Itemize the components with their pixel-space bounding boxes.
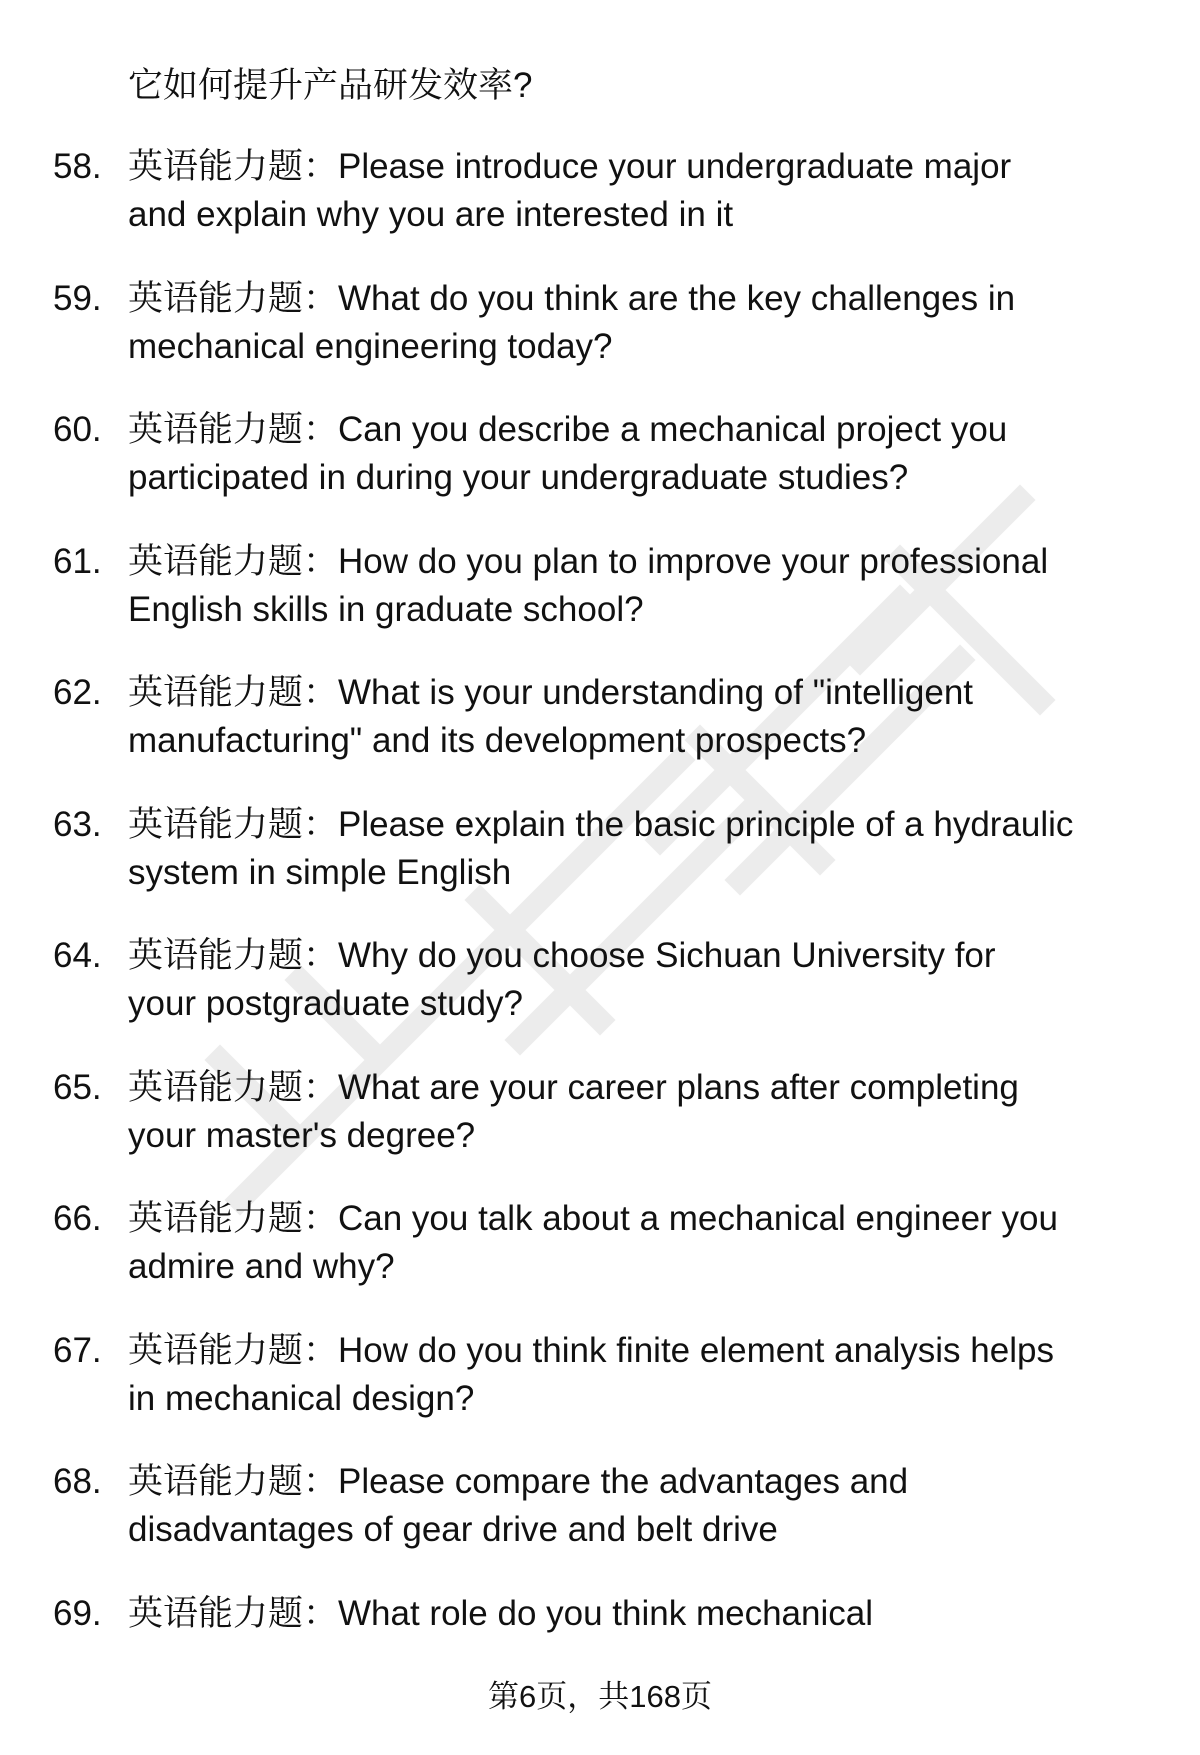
question-text (128, 275, 1015, 371)
question-line: your postgraduate study? (128, 984, 523, 1023)
question-line: 英语能力题：How do you plan to improve your professional (128, 541, 1049, 581)
question-number: 66. (53, 1199, 102, 1238)
question-line: manufacturing" and its development prospects? (128, 721, 867, 760)
question-number: 61. (53, 541, 102, 581)
question-number: 65. (53, 1067, 102, 1107)
continued-question-text: 它如何提升产品研发效率? (128, 66, 533, 105)
question-item (0, 669, 1200, 801)
question-line: 英语能力题：Please explain the basic principle of a hydraulic (128, 804, 1074, 844)
question-list (0, 143, 1200, 1721)
question-item (0, 275, 1200, 407)
question-text (128, 1458, 908, 1554)
question-line: 英语能力题：How do you think finite element analysis helps (128, 1330, 1054, 1370)
question-item (0, 1064, 1200, 1196)
question-number: 68. (53, 1462, 102, 1501)
question-text (128, 538, 1048, 634)
question-text (128, 932, 996, 1028)
question-number: 62. (53, 673, 102, 712)
question-line: 英语能力题：Why do you choose Sichuan University for (128, 936, 996, 975)
question-line: system in simple English (128, 852, 512, 892)
question-number: 58. (53, 147, 102, 186)
question-item (0, 406, 1200, 538)
question-line: English skills in graduate school? (128, 589, 644, 629)
question-item (0, 143, 1200, 275)
question-item (0, 538, 1200, 670)
question-line: disadvantages of gear drive and belt drive (128, 1510, 778, 1549)
question-line: 英语能力题：What are your career plans after completing (128, 1067, 1019, 1107)
question-line: 英语能力题：Can you talk about a mechanical engineer you (128, 1199, 1058, 1238)
question-line: in mechanical design? (128, 1378, 475, 1418)
page-number: 第6页，共168页 (488, 1679, 712, 1714)
question-text (128, 801, 1073, 897)
question-line: and explain why you are interested in it (128, 195, 734, 234)
question-line: your master's degree? (128, 1115, 476, 1155)
question-line: admire and why? (128, 1247, 395, 1286)
question-line: 英语能力题：What role do you think mechanical (128, 1593, 873, 1633)
question-line: 英语能力题：Please compare the advantages and (128, 1462, 909, 1501)
question-number: 63. (53, 804, 102, 844)
question-line: mechanical engineering today? (128, 326, 613, 366)
question-number: 64. (53, 936, 102, 975)
question-text (128, 1064, 1019, 1160)
question-text (128, 1590, 873, 1638)
question-line: 英语能力题：What is your understanding of "intelligent (128, 673, 974, 712)
question-line: 英语能力题：Can you describe a mechanical project you (128, 410, 1008, 449)
question-text (128, 406, 1007, 502)
question-text (128, 143, 1011, 239)
question-item (0, 1195, 1200, 1327)
question-number: 59. (53, 278, 102, 318)
question-number: 60. (53, 410, 102, 449)
question-item (0, 1458, 1200, 1590)
question-text (128, 669, 973, 765)
question-line: 英语能力题：What do you think are the key challenges in (128, 278, 1016, 318)
question-line: participated in during your undergraduate studies? (128, 458, 909, 497)
question-text (128, 1327, 1054, 1423)
question-number: 69. (53, 1593, 102, 1633)
question-text (128, 1195, 1058, 1291)
question-line: 英语能力题：Please introduce your undergraduate major (128, 147, 1012, 186)
question-item (0, 932, 1200, 1064)
question-number: 67. (53, 1330, 102, 1370)
question-item (0, 1327, 1200, 1459)
question-item (0, 801, 1200, 933)
